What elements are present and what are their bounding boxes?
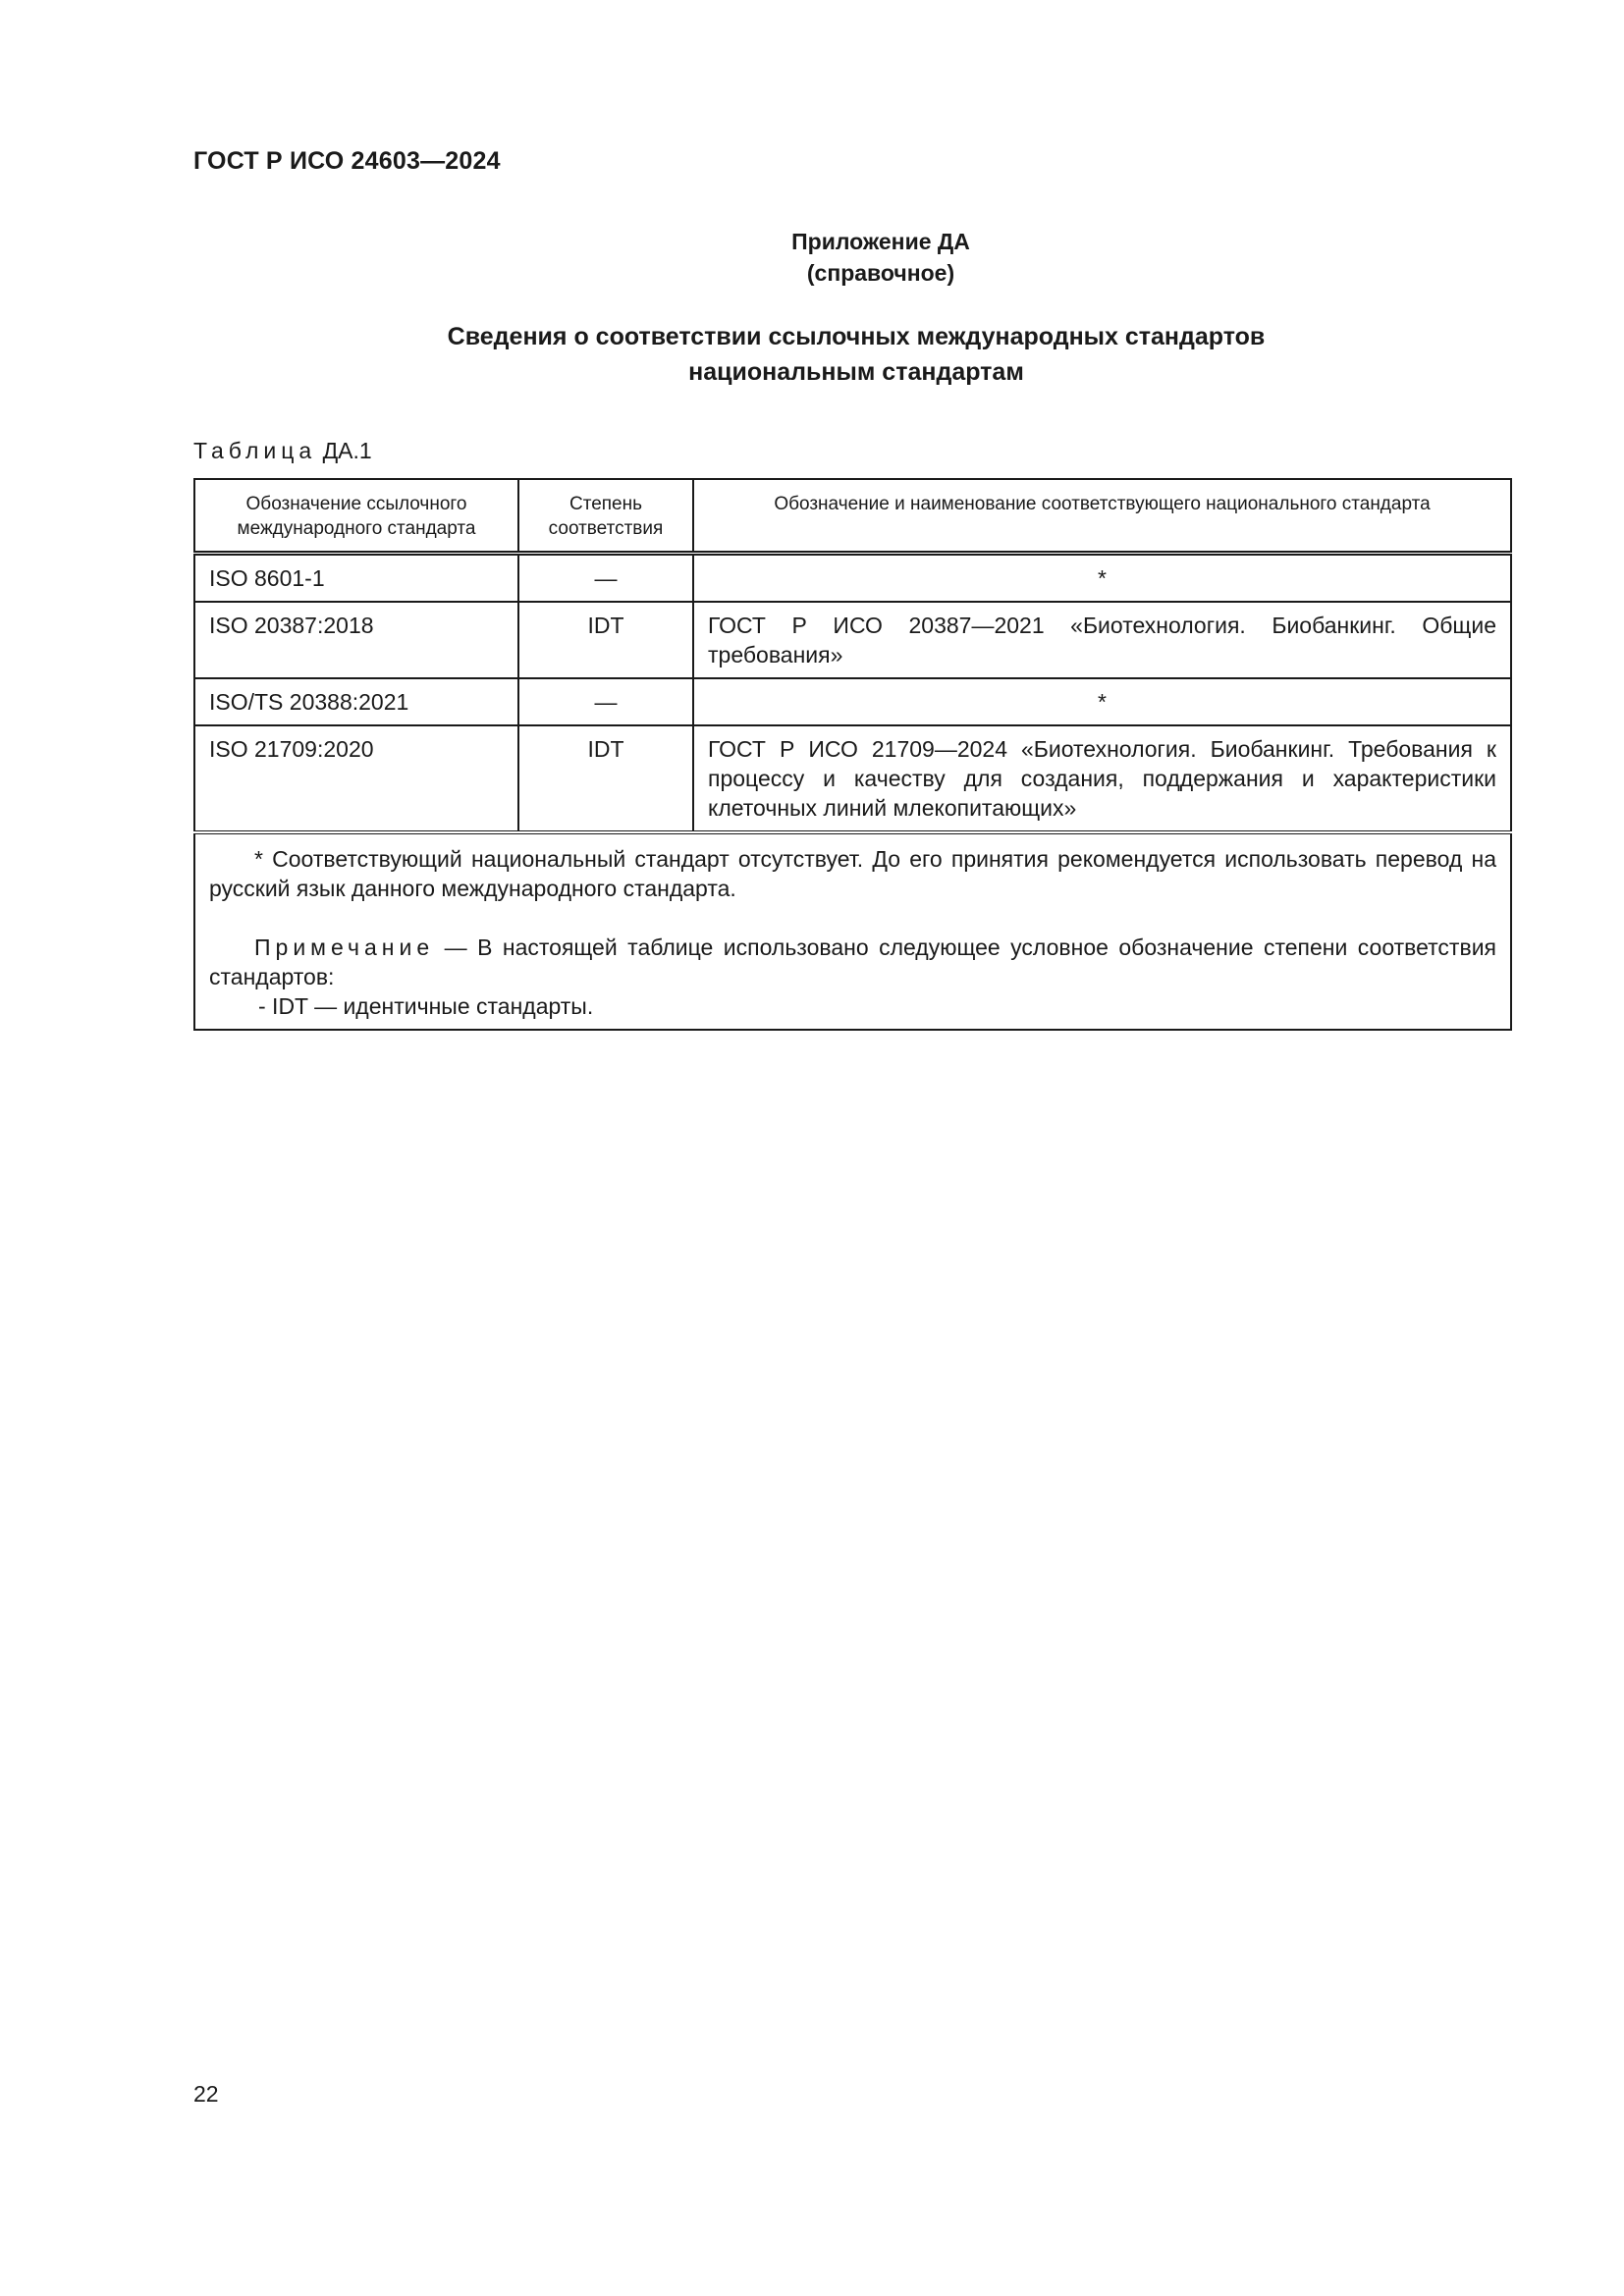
table-caption-number: ДА.1 [322, 438, 372, 463]
table-footer-row [194, 832, 1511, 1030]
table-row [194, 554, 1511, 603]
cell-national: * [693, 678, 1511, 725]
cell-standard: ISO/TS 20388:2021 [194, 678, 518, 725]
cell-degree: — [518, 554, 693, 603]
header-degree: Степень соответствия [518, 479, 693, 554]
section-title [0, 319, 1624, 390]
cell-standard: ISO 20387:2018 [194, 602, 518, 678]
document-code: ГОСТ Р ИСО 24603—2024 [193, 147, 501, 175]
header-national-standard: Обозначение и наименование соответствующего национального стандарта [693, 479, 1511, 554]
cell-national: * [693, 554, 1511, 603]
table-row [194, 678, 1511, 725]
appendix-subtitle: (справочное) [806, 260, 955, 286]
header-international-standard: Обозначение ссылочного международного стандарта [194, 479, 518, 554]
note-text: — В настоящей таблице использовано следующее условное обозначение степени соответствия стандартов: [209, 934, 1496, 989]
note-item: - IDT — идентичные стандарты. [258, 993, 594, 1019]
cell-national: ГОСТ Р ИСО 20387—2021 «Биотехнология. Биобанкинг. Общие требования» [693, 602, 1511, 678]
cell-standard: ISO 8601-1 [194, 554, 518, 603]
cell-standard: ISO 21709:2020 [194, 725, 518, 832]
table-row [194, 725, 1511, 832]
cell-degree: — [518, 678, 693, 725]
cell-degree: IDT [518, 602, 693, 678]
table-header-row [194, 479, 1511, 554]
table-caption [193, 438, 372, 464]
section-title-line-2: национальным стандартам [688, 358, 1024, 386]
table-caption-word: Таблица [193, 438, 317, 463]
appendix-heading [0, 226, 1624, 289]
table-footnote: * Соответствующий национальный стандарт отсутствует. До его принятия рекомендуется использовать перевод на русский язык данного международного стандарта. [209, 846, 1496, 901]
section-title-line-1: Сведения о соответствии ссылочных международных стандартов [447, 323, 1266, 350]
appendix-title: Приложение ДА [791, 229, 970, 254]
cell-degree: IDT [518, 725, 693, 832]
page-number: 22 [193, 2081, 219, 2107]
table-row [194, 602, 1511, 678]
table-note [209, 933, 1496, 991]
cell-national: ГОСТ Р ИСО 21709—2024 «Биотехнология. Биобанкинг. Требования к процессу и качеству для создания, поддержания и характеристики клеточных линий млекопитающих» [693, 725, 1511, 832]
correspondence-table [193, 478, 1512, 1031]
note-label: Примечание [254, 934, 435, 960]
table-footer [194, 832, 1511, 1030]
